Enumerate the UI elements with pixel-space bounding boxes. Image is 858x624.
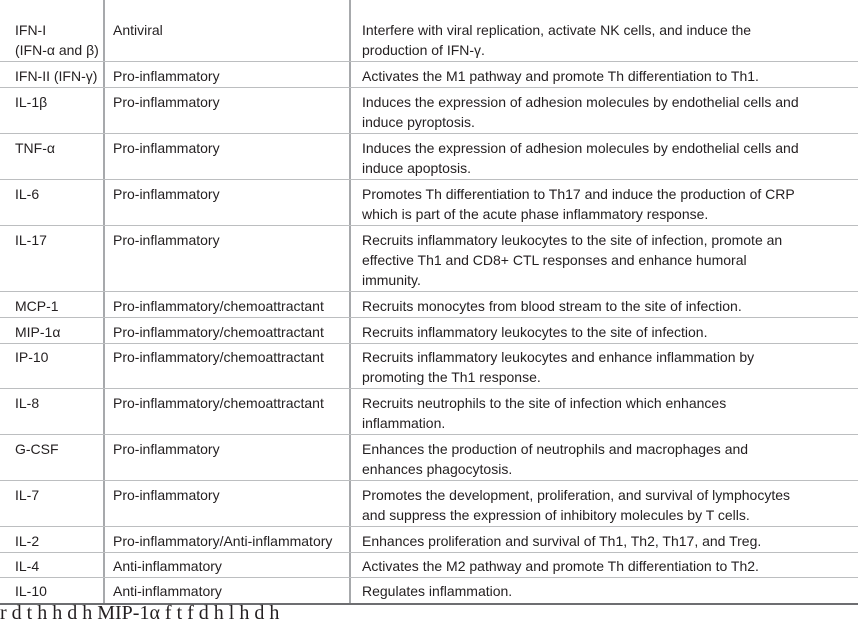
cytokine-role: Pro-inflammatory	[113, 186, 220, 202]
cytokine-role: Pro-inflammatory	[113, 487, 220, 503]
cytokine-name: TNF-α	[15, 140, 55, 156]
cytokine-role: Pro-inflammatory	[113, 441, 220, 457]
cytokine-name: IL-8	[15, 395, 40, 411]
cytokine-function-line: Promotes the development, proliferation, and survival of lymphocytes	[362, 487, 790, 503]
cytokine-function-line: effective Th1 and CD8+ CTL responses and enhance humoral	[362, 252, 747, 268]
cytokine-function-line: Activates the M1 pathway and promote Th differentiation to Th1.	[362, 68, 759, 84]
cytokine-function-line: Induces the expression of adhesion molecules by endothelial cells and	[362, 94, 799, 110]
cytokine-function-line: induce apoptosis.	[362, 160, 471, 176]
cytokine-role: Antiviral	[113, 22, 163, 38]
cytokine-role: Anti-inflammatory	[113, 558, 222, 574]
cytokine-name: IL-10	[15, 583, 47, 599]
clipped-text-line: r d t h h d h MIP-1α f t f d h l h d h	[0, 602, 280, 624]
cytokine-function-line: Promotes Th differentiation to Th17 and induce the production of CRP	[362, 186, 795, 202]
cytokine-role: Pro-inflammatory	[113, 68, 220, 84]
cytokine-role: Pro-inflammatory/chemoattractant	[113, 395, 324, 411]
row-divider	[0, 388, 858, 389]
cytokine-role: Anti-inflammatory	[113, 583, 222, 599]
cytokine-name: IL-7	[15, 487, 40, 503]
row-divider	[0, 317, 858, 318]
cytokine-role: Pro-inflammatory/Anti-inflammatory	[113, 533, 333, 549]
cytokine-function-line: and suppress the expression of inhibitory molecules by T cells.	[362, 507, 750, 523]
row-divider	[0, 291, 858, 292]
cytokine-name: IL-17	[15, 232, 47, 248]
cytokine-function-line: enhances phagocytosis.	[362, 461, 513, 477]
cytokine-function-line: Regulates inflammation.	[362, 583, 513, 599]
cytokine-function-line: Induces the expression of adhesion molecules by endothelial cells and	[362, 140, 799, 156]
cytokine-function-line: inflammation.	[362, 415, 446, 431]
cytokine-function-line: Enhances proliferation and survival of Th1, Th2, Th17, and Treg.	[362, 533, 762, 549]
cytokine-name: MIP-1α	[15, 324, 61, 340]
row-divider	[0, 526, 858, 527]
cytokine-name: IP-10	[15, 349, 49, 365]
row-divider	[0, 434, 858, 435]
cytokine-function-line: promoting the Th1 response.	[362, 369, 541, 385]
cytokine-function-line: Recruits neutrophils to the site of infection which enhances	[362, 395, 727, 411]
cytokine-name-detail: (IFN-α and β)	[15, 42, 99, 58]
cytokine-role: Pro-inflammatory	[113, 94, 220, 110]
row-divider	[0, 61, 858, 62]
cytokine-function-line: Interfere with viral replication, activate NK cells, and induce the	[362, 22, 752, 38]
row-divider	[0, 480, 858, 481]
cytokine-role: Pro-inflammatory/chemoattractant	[113, 298, 324, 314]
cytokine-function-line: Recruits inflammatory leukocytes to the site of infection, promote an	[362, 232, 783, 248]
row-divider	[0, 577, 858, 578]
cytokine-function-line: which is part of the acute phase inflammatory response.	[362, 206, 709, 222]
row-divider	[0, 552, 858, 553]
row-divider	[0, 225, 858, 226]
cytokine-role: Pro-inflammatory	[113, 232, 220, 248]
cytokine-function-line: production of IFN-γ.	[362, 42, 485, 58]
row-divider	[0, 343, 858, 344]
row-divider	[0, 179, 858, 180]
clipped-body-text	[0, 602, 858, 624]
cytokine-function-line: immunity.	[362, 272, 421, 288]
cytokine-function-line: induce pyroptosis.	[362, 114, 475, 130]
cytokine-name: IFN-I	[15, 22, 47, 38]
cytokine-function-line: Activates the M2 pathway and promote Th differentiation to Th2.	[362, 558, 759, 574]
column-divider	[103, 0, 105, 603]
cytokine-name: IL-2	[15, 533, 40, 549]
cytokine-function-line: Enhances the production of neutrophils and macrophages and	[362, 441, 749, 457]
cytokine-name: G-CSF	[15, 441, 59, 457]
cytokine-role: Pro-inflammatory/chemoattractant	[113, 324, 324, 340]
row-divider	[0, 133, 858, 134]
row-divider	[0, 87, 858, 88]
cytokine-name: MCP-1	[15, 298, 59, 314]
cytokine-name: IL-1β	[15, 94, 48, 110]
cytokine-name: IL-6	[15, 186, 40, 202]
cytokine-name: IL-4	[15, 558, 40, 574]
cytokine-name: IFN-II (IFN-γ)	[15, 68, 98, 84]
column-divider	[349, 0, 351, 603]
cytokine-function-line: Recruits monocytes from blood stream to the site of infection.	[362, 298, 742, 314]
cytokine-role: Pro-inflammatory	[113, 140, 220, 156]
cytokine-function-line: Recruits inflammatory leukocytes to the site of infection.	[362, 324, 708, 340]
cytokine-function-line: Recruits inflammatory leukocytes and enhance inflammation by	[362, 349, 755, 365]
cytokine-role: Pro-inflammatory/chemoattractant	[113, 349, 324, 365]
